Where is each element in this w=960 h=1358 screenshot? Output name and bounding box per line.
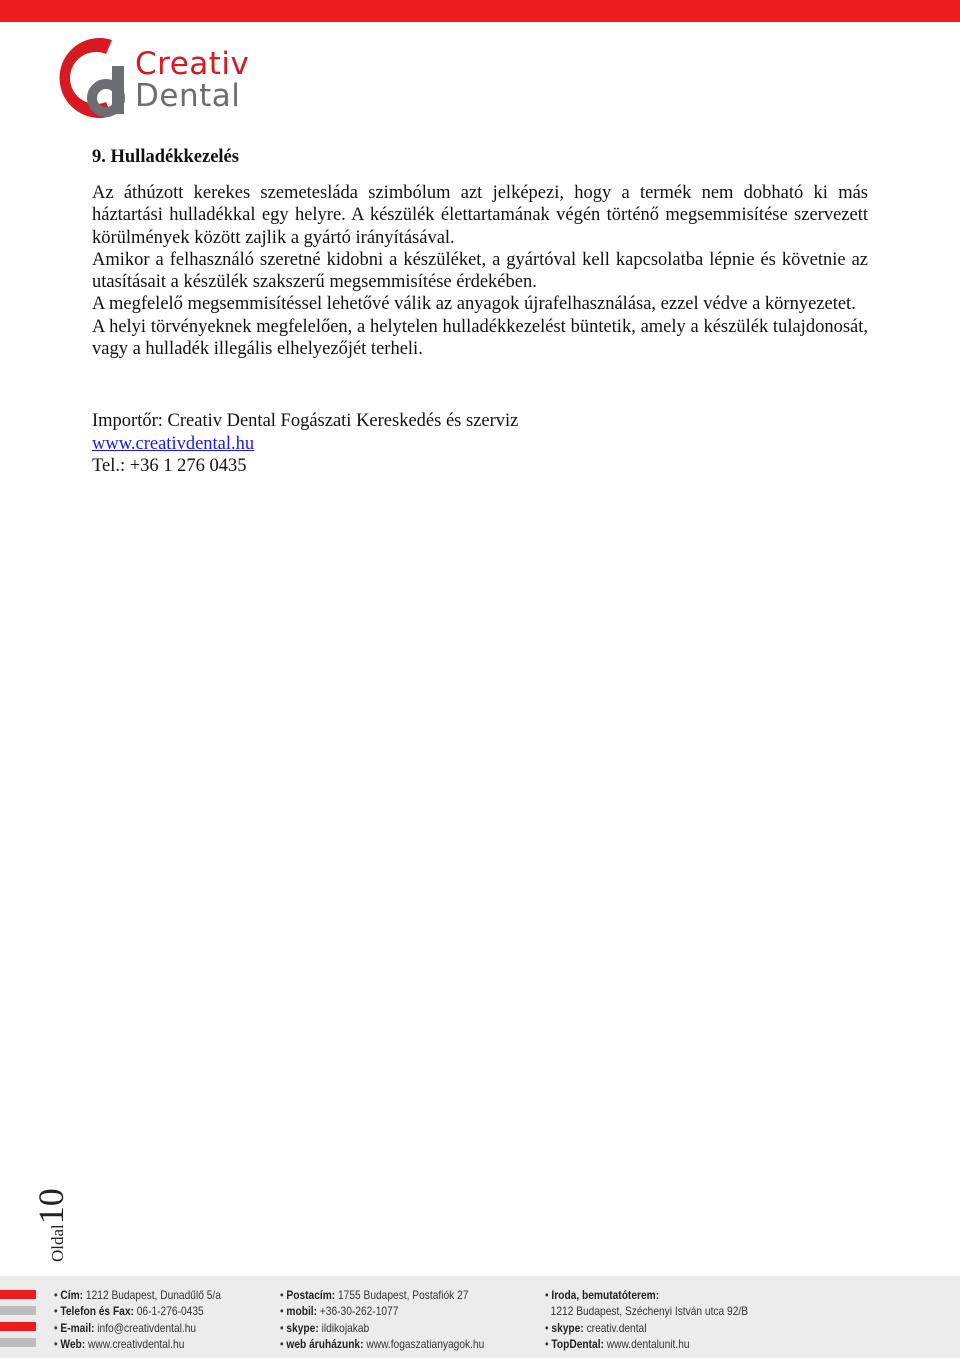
paragraph: Amikor a felhasználó szeretné kidobni a készüléket, a gyártóval kell kapcsolatba lépnie és követnie az utasításait a készülék szakszerű megsemmisítése érdekében. — [92, 249, 868, 293]
footer-stripe — [0, 1290, 36, 1299]
footer-col-office: • Iroda, bemutatóterem: 1212 Budapest, Széchenyi István utca 92/B • skype: creativ.dental • TopDental: www.dentalunit.hu — [545, 1288, 749, 1351]
footer-stripe — [0, 1306, 36, 1315]
logo-word-dental: Dental — [135, 78, 241, 114]
footer-col-postal: • Postacím: 1755 Budapest, Postafiók 27 • mobil: +36-30-262-1077 • skype: ildikojakab • web áruházunk: www.fogaszatianyagok.hu — [280, 1288, 485, 1351]
main-content — [92, 146, 868, 477]
cd-logo-icon — [54, 36, 134, 120]
importer-line: Importőr: Creativ Dental Fogászati Kereskedés és szerviz — [92, 411, 519, 432]
company-logo — [54, 36, 254, 120]
paragraph: A helyi törvényeknek megfelelően, a helytelen hulladékkezelést büntetik, amely a készülék tulajdonosát, vagy a hulladék illegális elhelyezőjét terheli. — [92, 316, 868, 360]
importer-info — [92, 410, 868, 477]
section-title: 9. Hulladékkezelés — [92, 147, 239, 167]
logo-word-creativ: Creativ — [135, 46, 250, 82]
page-number — [30, 1188, 72, 1262]
page-number-value: 10 — [31, 1188, 71, 1225]
footer-stripe — [0, 1338, 36, 1347]
top-red-bar — [0, 0, 960, 22]
page-label: Oldal — [48, 1224, 67, 1262]
footer — [0, 1276, 960, 1358]
footer-col-address: • Cím: 1212 Budapest, Dunadűlő 5/a • Telefon és Fax: 06-1-276-0435 • E-mail: info@creativdental.hu • Web: www.creativdental.hu — [54, 1288, 221, 1351]
footer-stripe — [0, 1322, 36, 1331]
website-link[interactable]: www.creativdental.hu — [92, 433, 255, 454]
paragraph: A megfelelő megsemmisítéssel lehetővé válik az anyagok újrafelhasználása, ezzel védve a környezetet. — [92, 294, 856, 315]
paragraph: Az áthúzott kerekes szemetesláda szimbólum azt jelképezi, hogy a termék nem dobható ki más háztartási hulladékkal egy helyre. A készülék élettartamának végén történő megsemmisítése szervezett körülmények között zajlik a gyártó irányításával. — [92, 183, 868, 248]
phone-line: Tel.: +36 1 276 0435 — [92, 455, 247, 476]
